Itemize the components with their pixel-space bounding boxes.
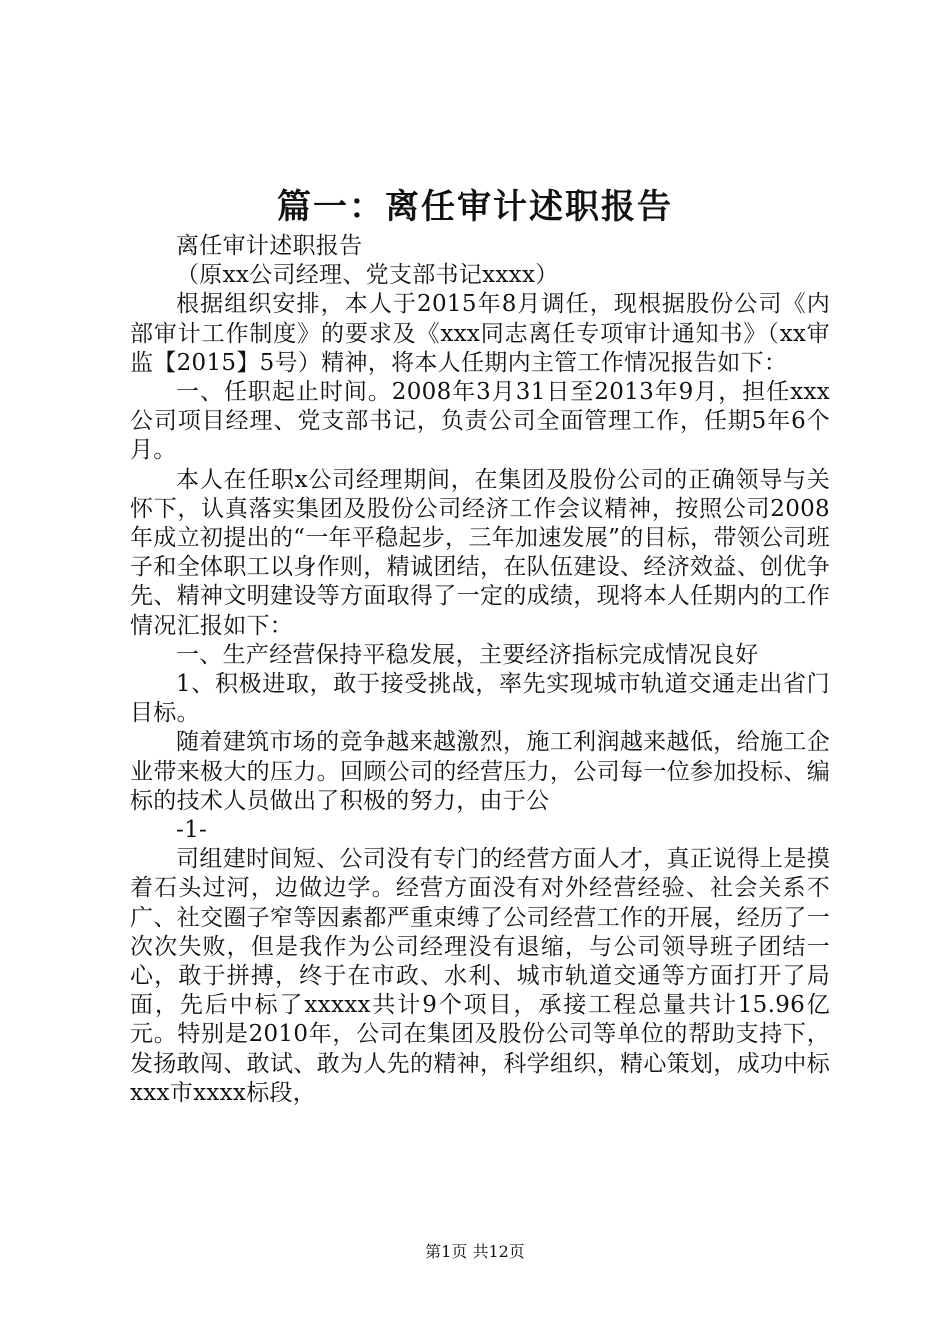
paragraph-report-title: 离任审计述职报告 bbox=[176, 233, 363, 259]
section-heading-1: 一、生产经营保持平稳发展，主要经济指标完成情况良好 bbox=[176, 641, 759, 668]
paragraph-author: （原xx公司经理、党支部书记xxxx） bbox=[176, 262, 559, 289]
paragraph-market: 随着建筑市场的竞争越来越激烈，施工利润越来越低，给施工企业带来极大的压力。回顾公司的经营压力，公司每一位参加投标、编标的技术人员做出了积极的努力，由于公 bbox=[130, 729, 830, 814]
document-title: 篇一：离任审计述职报告 bbox=[277, 187, 673, 227]
page-marker: -1- bbox=[176, 817, 208, 844]
paragraph-tenure: 一、任职起止时间。2008年3月31日至2013年9月，担任xxx公司项目经理、党支部书记，负责公司全面管理工作，任期5年6个月。 bbox=[130, 379, 830, 464]
subsection-heading-1: 1、积极进取，敢于接受挑战，率先实现城市轨道交通走出省门目标。 bbox=[130, 671, 830, 727]
paragraph-summary: 本人在任职x公司经理期间，在集团及股份公司的正确领导与关怀下，认真落实集团及股份公司经济工作会议精神，按照公司2008年成立初提出的“一年平稳起步，三年加速发展”的目标，带领公司班子和全体职工以身作则，精诚团结，在队伍建设、经济效益、创优争先、精神文明建设等方面取得了一定的成绩，现将本人任期内的工作情况汇报如下： bbox=[130, 466, 830, 639]
page-footer: 第1页 共12页 bbox=[425, 1242, 525, 1261]
paragraph-continuation: 司组建时间短、公司没有专门的经营方面人才，真正说得上是摸着石头过河，边做边学。经营方面没有对外经营经验、社会关系不广、社交圈子窄等因素都严重束缚了公司经营工作的开展，经历了一次次失败，但是我作为公司经理没有退缩，与公司领导班子团结一心，敢于拼搏，终于在市政、水利、城市轨道交通等方面打开了局面，先后中标了xxxxx共计9个项目，承接工程总量共计15.96亿元。特别是2010年，公司在集团及股份公司等单位的帮助支持下，发扬敢闯、敢试、敢为人先的精神，科学组织，精心策划，成功中标xxx市xxxx标段， bbox=[130, 846, 830, 1106]
document-body bbox=[130, 232, 830, 1108]
paragraph-intro: 根据组织安排，本人于2015年8月调任，现根据股份公司《内部审计工作制度》的要求及《xxx同志离任专项审计通知书》（xx审监【2015】5号）精神，将本人任期内主管工作情况报告如下： bbox=[130, 291, 830, 376]
